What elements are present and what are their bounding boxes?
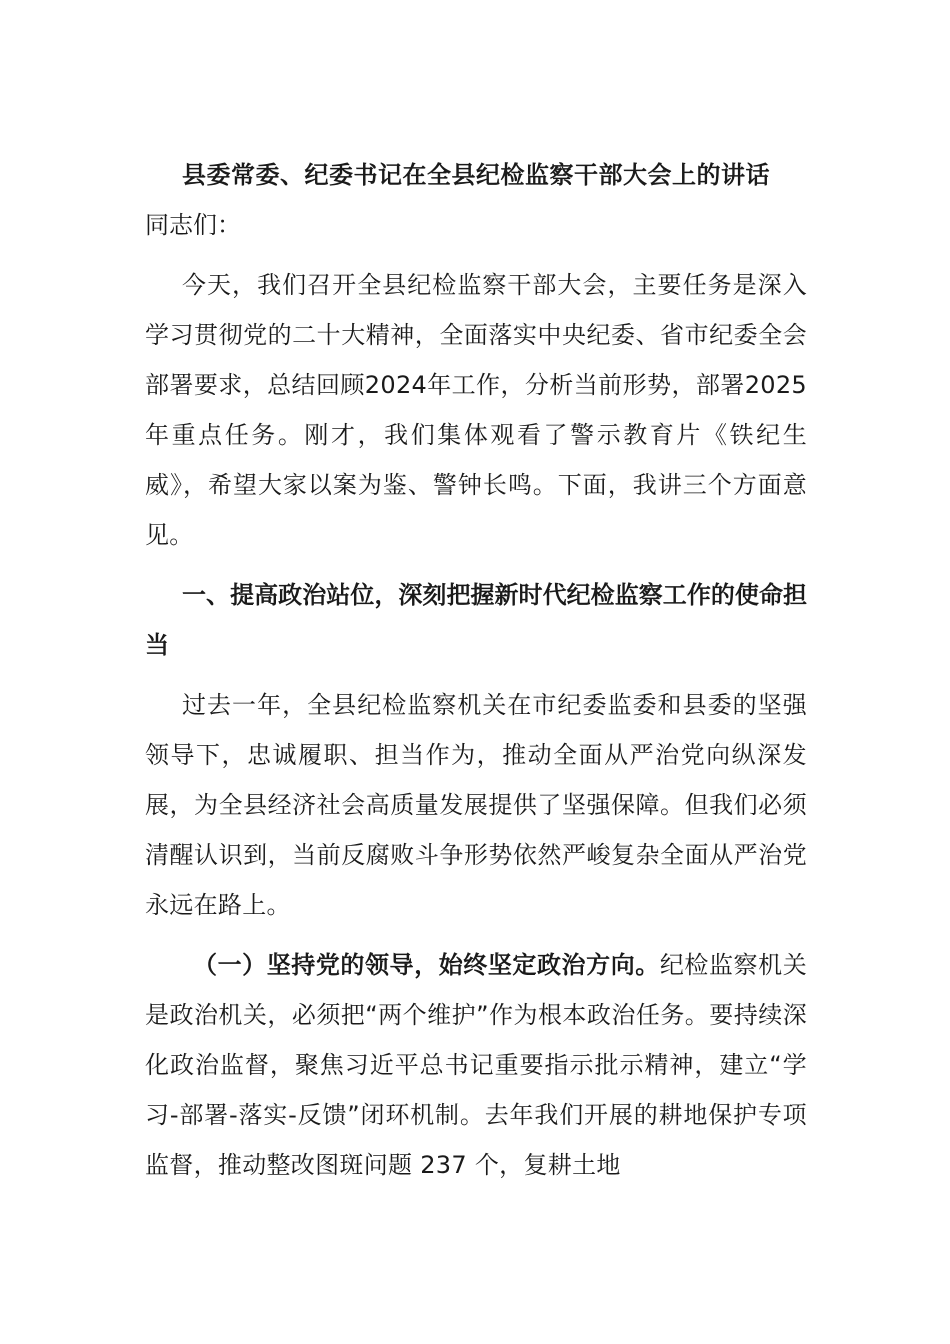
document-title: 县委常委、纪委书记在全县纪检监察干部大会上的讲话 [182, 161, 770, 189]
subsection-1-lead: （一）坚持党的领导，始终坚定政治方向。 [193, 951, 660, 979]
document-page [145, 150, 807, 1200]
section-1-paragraph: 过去一年，全县纪检监察机关在市纪委监委和县委的坚强领导下，忠诚履职、担当作为，推动全面从严治党向纵深发展，为全县经济社会高质量发展提供了坚强保障。但我们必须清醒认识到，当前反腐败斗争形势依然严峻复杂全面从严治党永远在路上。 [145, 691, 807, 919]
subsection-1-body: 纪检监察机关是政治机关，必须把“两个维护”作为根本政治任务。要持续深化政治监督，聚焦习近平总书记重要指示批示精神，建立“学习-部署-落实-反馈”闭环机制。去年我们开展的耕地保护专项监督，推动整改图斑问题 237 个，复耕土地 [145, 951, 807, 1179]
section-1-heading: 一、提高政治站位，深刻把握新时代纪检监察工作的使命担当 [145, 581, 807, 659]
intro-paragraph: 今天，我们召开全县纪检监察干部大会，主要任务是深入学习贯彻党的二十大精神，全面落实中央纪委、省市纪委全会部署要求，总结回顾2024年工作，分析当前形势，部署2025年重点任务。刚才，我们集体观看了警示教育片《铁纪生威》，希望大家以案为鉴、警钟长鸣。下面，我讲三个方面意见。 [145, 271, 807, 549]
salutation: 同志们： [145, 211, 241, 239]
subsection-1-paragraph [145, 940, 807, 1190]
